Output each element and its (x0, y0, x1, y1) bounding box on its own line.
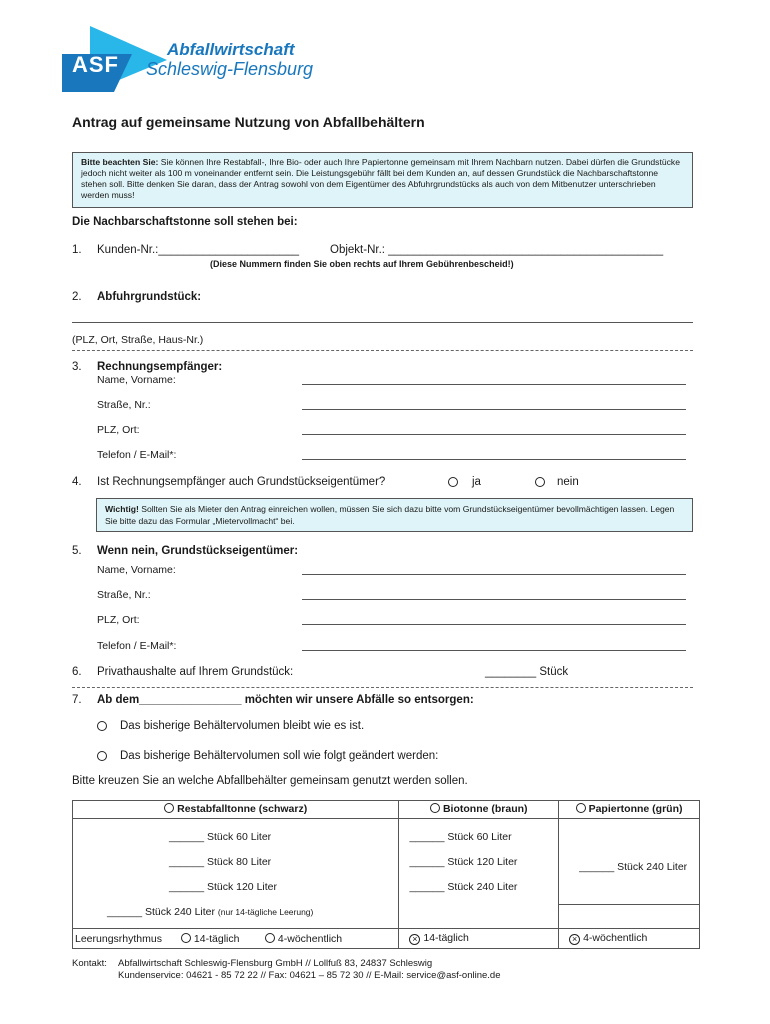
s1-hint: (Diese Nummern finden Sie oben rechts auf Ihrem Gebührenbescheid!) (210, 259, 514, 269)
rest-radio[interactable] (164, 803, 174, 813)
footer-line1: Abfallwirtschaft Schleswig-Flensburg GmbH // Lollfuß 83, 24837 Schleswig (118, 958, 433, 969)
bio-radio[interactable] (430, 803, 440, 813)
bins-table (72, 800, 700, 949)
papier-row-240[interactable]: ______ Stück 240 Liter (579, 861, 688, 873)
footer (72, 958, 500, 982)
logo-abbr: ASF (72, 52, 119, 77)
s4-num: 4. (72, 476, 82, 488)
rest-row-60[interactable]: ______ Stück 60 Liter (169, 831, 272, 843)
s3-plz-input[interactable] (302, 434, 686, 435)
notice-text: Sie können Ihre Restabfall-, Ihre Bio- oder auch Ihre Papiertonne gemeinsam mit Ihrem Nachbarn nutzen. Dabei dürfen die Grundstücke jedoch nicht weiter als 100 m voneinander entfernt sein. Die Leistungsgebühr fällt bei dem Kunden an, auf dessen Grundstück die Nachbarschaftstonne stehen soll. Bitte denken Sie daran, dass der Antrag sowohl von dem Eigentümer des Abfuhrgrundstücks als auch von dem Mitbenutzer unterschrieben werden muss! (81, 157, 681, 200)
bio-options-cell (399, 819, 559, 929)
logo-line2: Schleswig-Flensburg (146, 59, 314, 79)
notice2-lead: Wichtig! (105, 504, 139, 514)
s3-field-name-label: Name, Vorname: (97, 374, 176, 386)
s5-num: 5. (72, 545, 82, 557)
rest-header-cell (73, 801, 399, 819)
s3-num: 3. (72, 361, 82, 373)
s3-field-plz-label: PLZ, Ort: (97, 424, 140, 436)
volume-changed-radio[interactable] (97, 751, 107, 761)
form-title: Antrag auf gemeinsame Nutzung von Abfallbehältern (72, 114, 425, 130)
rest-4w-radio[interactable] (265, 933, 275, 943)
s5-plz-input[interactable] (302, 624, 686, 625)
rest-options-cell (73, 819, 399, 929)
s7-num: 7. (72, 694, 82, 706)
notice-box (72, 152, 693, 208)
papier-4w-checked-icon[interactable]: × (569, 934, 580, 945)
footer-label: Kontakt: (72, 958, 107, 969)
bio-14-option[interactable] (409, 932, 468, 945)
s3-field-phone-label: Telefon / E-Mail*: (97, 449, 177, 461)
s5-label: Wenn nein, Grundstückseigentümer: (97, 545, 299, 557)
rest-row-240-text: ______ Stück 240 Liter (107, 906, 215, 918)
s4-question: Ist Rechnungsempfänger auch Grundstückseigentümer? (97, 476, 386, 488)
rest-row-240-note: (nur 14-tägliche Leerung) (217, 907, 314, 917)
s3-field-street-label: Straße, Nr.: (97, 399, 151, 411)
s3-street-input[interactable] (302, 409, 686, 410)
rest-4w-label: 4-wöchentlich (277, 933, 343, 945)
s2-hint: (PLZ, Ort, Straße, Haus-Nr.) (72, 334, 204, 346)
rest-14-option[interactable] (181, 933, 239, 945)
s3-label: Rechnungsempfänger: (97, 361, 223, 373)
divider (72, 350, 693, 351)
rhythm-label: Leerungsrhythmus (75, 933, 162, 945)
rest-14-label: 14-täglich (193, 933, 240, 945)
s7-label: Ab dem________________ möchten wir unsere Abfälle so entsorgen: (97, 694, 474, 706)
s2-num: 2. (72, 291, 82, 303)
divider (72, 687, 693, 688)
section-heading: Die Nachbarschaftstonne soll stehen bei: (72, 216, 298, 228)
s5-street-input[interactable] (302, 599, 686, 600)
s5-phone-input[interactable] (302, 650, 686, 651)
s5-field-street-label: Straße, Nr.: (97, 589, 151, 601)
rest-row-80[interactable]: ______ Stück 80 Liter (169, 856, 272, 868)
bio-14-checked-icon[interactable]: × (409, 934, 420, 945)
rest-row-120[interactable]: ______ Stück 120 Liter (169, 881, 277, 893)
s5-field-phone-label: Telefon / E-Mail*: (97, 640, 177, 652)
bins-intro: Bitte kreuzen Sie an welche Abfallbehälter gemeinsam genutzt werden sollen. (72, 775, 468, 787)
volume-unchanged-radio[interactable] (97, 721, 107, 731)
rest-14-radio[interactable] (181, 933, 191, 943)
notice2-text: Sollten Sie als Mieter den Antrag einreichen wollen, müssen Sie sich dazu bitte vom Grundstückseigentümer bevollmächtigen lassen. Legen Sie bitte dazu das Formular „Mietervollmacht“ bei. (105, 504, 675, 526)
rest-row-240[interactable] (107, 906, 313, 918)
notice-lead: Bitte beachten Sie: (81, 157, 159, 167)
bio-header-cell (399, 801, 559, 819)
rest-header: Restabfalltonne (schwarz) (177, 803, 308, 815)
volume-unchanged-label: Das bisherige Behältervolumen bleibt wie es ist. (120, 720, 365, 732)
bio-row-60[interactable]: ______ Stück 60 Liter (409, 831, 512, 843)
bio-14-label: 14-täglich (423, 932, 469, 944)
papier-radio[interactable] (576, 803, 586, 813)
s6-num: 6. (72, 666, 82, 678)
rest-4w-option[interactable] (265, 933, 342, 945)
s3-phone-input[interactable] (302, 459, 686, 460)
papier-4w-label: 4-wöchentlich (583, 932, 648, 944)
households-count-field[interactable]: ________ Stück (485, 666, 569, 678)
logo-line1: Abfallwirtschaft (167, 40, 295, 59)
volume-changed-label: Das bisherige Behältervolumen soll wie folgt geändert werden: (120, 750, 439, 762)
s5-field-plz-label: PLZ, Ort: (97, 614, 140, 626)
rest-rhythm-cell (73, 929, 399, 949)
s2-label: Abfuhrgrundstück: (97, 291, 202, 303)
bio-row-240[interactable]: ______ Stück 240 Liter (409, 881, 518, 893)
abfuhr-address-line[interactable] (72, 322, 693, 323)
papier-header-cell (559, 801, 700, 819)
s5-field-name-label: Name, Vorname: (97, 564, 176, 576)
footer-line2: Kundenservice: 04621 - 85 72 22 // Fax: 04621 – 85 72 30 // E-Mail: service@asf-online.de (118, 970, 501, 981)
owner-no-label: nein (557, 476, 579, 488)
owner-yes-radio[interactable] (448, 477, 458, 487)
s3-name-input[interactable] (302, 384, 686, 385)
s1-num: 1. (72, 244, 82, 256)
bio-rhythm-cell (399, 929, 559, 949)
papier-header: Papiertonne (grün) (588, 803, 683, 815)
s5-name-input[interactable] (302, 574, 686, 575)
papier-4w-option[interactable] (569, 932, 647, 945)
bio-row-120[interactable]: ______ Stück 120 Liter (409, 856, 518, 868)
objekt-nr-field[interactable]: Objekt-Nr.: ___________________________________________ (330, 244, 664, 256)
important-notice-box (96, 498, 693, 532)
owner-yes-label: ja (472, 476, 481, 488)
kunden-nr-field[interactable]: Kunden-Nr.:______________________ (97, 244, 300, 256)
papier-rhythm-cell (559, 929, 700, 949)
s6-label: Privathaushalte auf Ihrem Grundstück: (97, 666, 294, 678)
papier-box (559, 819, 700, 905)
bio-header: Biotonne (braun) (442, 803, 528, 815)
papier-options-cell (559, 819, 700, 929)
owner-no-radio[interactable] (535, 477, 545, 487)
